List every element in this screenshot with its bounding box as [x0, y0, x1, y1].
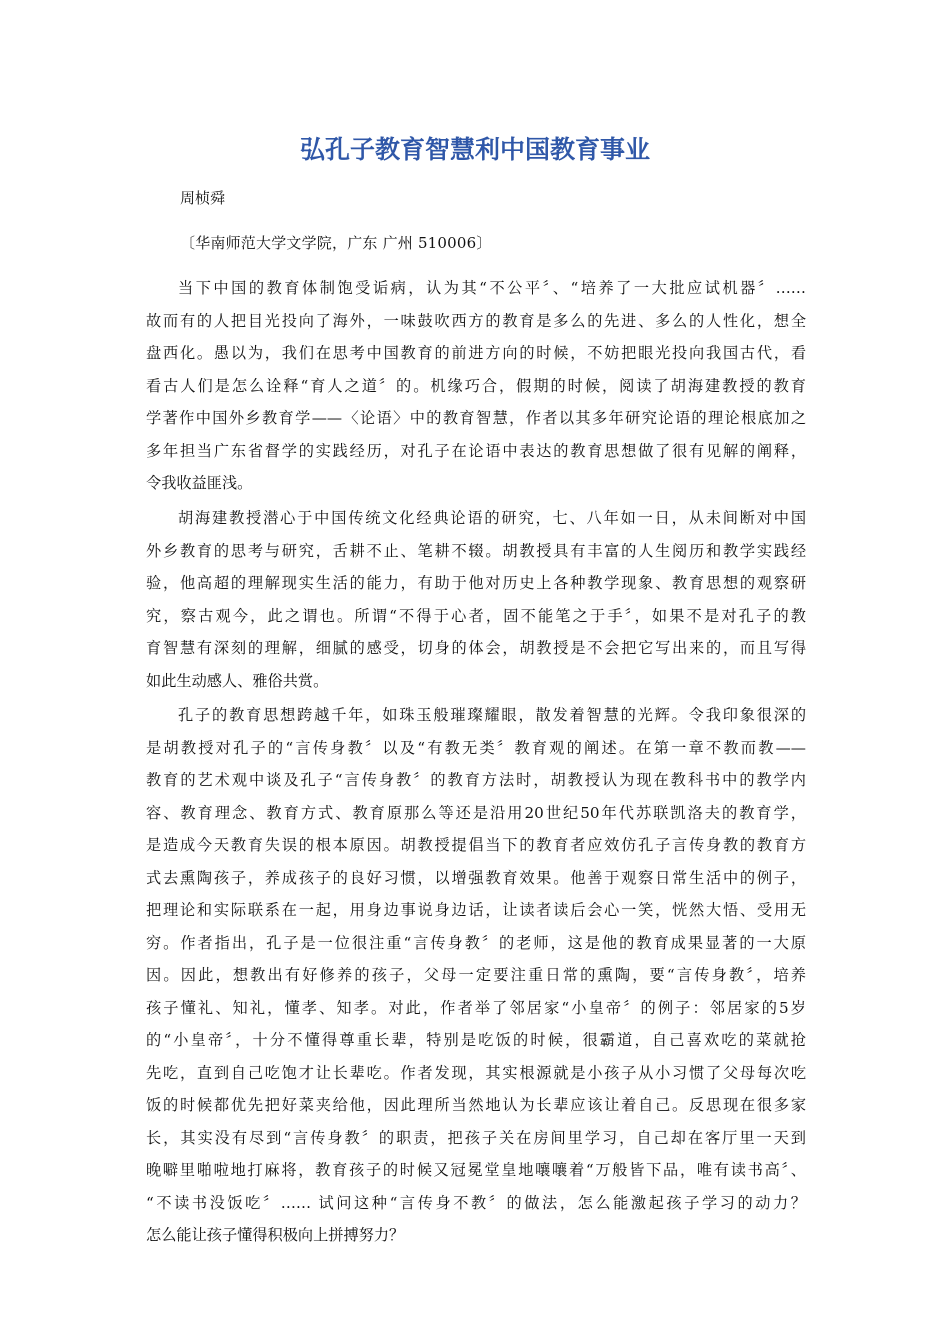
- paragraph-line: 是造成今天教育失误的根本原因。胡教授提倡当下的教育者应效仿孔子言传身教的教育方: [146, 836, 806, 854]
- paragraph-line: 学著作中国外乡教育学——〈论语〉中的教育智慧，作者以其多年研究论语的理论根底加之: [146, 409, 806, 427]
- paragraph-1: [146, 272, 806, 500]
- article-title: 弘孔子教育智慧利中国教育事业: [299, 135, 650, 164]
- paragraph-line: 孔子的教育思想跨越千年，如珠玉般璀璨耀眼，散发着智慧的光辉。令我印象很深的: [178, 706, 806, 724]
- author-name: 周桢舜: [180, 189, 226, 207]
- paragraph-line: 孩子懂礼、知礼，懂孝、知孝。对此，作者举了邻居家“小皇帝〞的例子：邻居家的5岁: [146, 998, 806, 1017]
- paragraph-line: 验，他高超的理解现实生活的能力，有助于他对历史上各种教学现象、教育思想的观察研: [146, 574, 806, 592]
- paragraph-line: 故而有的人把目光投向了海外，一味鼓吹西方的教育是多么的先进、多么的人性化，想全: [146, 311, 806, 330]
- paragraph-line: 令我收益匪浅。: [146, 474, 253, 492]
- paragraph-line: 的“小皇帝〞，十分不懂得尊重长辈，特别是吃饭的时候，很霸道，自己喜欢吃的菜就抢: [146, 1031, 806, 1049]
- paragraph-line: 晚噼里啪啦地打麻将，教育孩子的时候又冠冕堂皇地嚷嚷着“万般皆下品，唯有读书高〞、: [146, 1161, 806, 1179]
- paragraph-line: 因。因此，想教出有好修养的孩子，父母一定要注重日常的熏陶，要“言传身教〞，培养: [146, 966, 806, 984]
- paragraph-line: 究，察古观今，此之谓也。所谓“不得于心者，固不能笔之于手〞，如果不是对孔子的教: [146, 606, 806, 625]
- paragraph-3: [146, 699, 806, 1252]
- paragraph-line: 饭的时候都优先把好菜夹给他，因此理所当然地认为长辈应该让着自己。反思现在很多家: [146, 1096, 806, 1114]
- paragraph-line: 盘西化。愚以为，我们在思考中国教育的前进方向的时候，不妨把眼光投向我国古代，看: [146, 344, 806, 362]
- paragraph-line: 怎么能让孩子懂得积极向上拼搏努力？: [146, 1226, 405, 1244]
- paragraph-line: 容、教育理念、教育方式、教育原那么等还是沿用20世纪50年代苏联凯洛夫的教育学，: [146, 803, 806, 822]
- paragraph-line: 当下中国的教育体制饱受诟病，认为其“不公平〞、“培养了一大批应试机器〞……: [178, 279, 806, 297]
- paragraph-2: [146, 502, 806, 697]
- paragraph-line: 外乡教育的思考与研究，舌耕不止、笔耕不辍。胡教授具有丰富的人生阅历和教学实践经: [146, 541, 806, 560]
- paragraph-line: 胡海建教授潜心于中国传统文化经典论语的研究，七、八年如一日，从未间断对中国: [178, 509, 806, 527]
- paragraph-line: 看古人们是怎么诠释“育人之道〞的。机缘巧合，假期的时候，阅读了胡海建教授的教育: [146, 376, 806, 395]
- paragraph-line: 把理论和实际联系在一起，用身边事说身边话，让读者读后会心一笑，恍然大悟、受用无: [146, 901, 806, 919]
- paragraph-line: 长，其实没有尽到“言传身教〞的职责，把孩子关在房间里学习，自己却在客厅里一天到: [146, 1128, 806, 1147]
- paragraph-line: 多年担当广东省督学的实践经历，对孔子在论语中表达的教育思想做了很有见解的阐释，: [146, 441, 806, 460]
- paragraph-line: 如此生动感人、雅俗共赏。: [146, 671, 329, 690]
- paragraph-line: 育智慧有深刻的理解，细腻的感受，切身的体会，胡教授是不会把它写出来的，而且写得: [146, 639, 806, 657]
- paragraph-line: “不读书没饭吃〞…… 试问这种“言传身不教〞的做法，怎么能激起孩子学习的动力？: [146, 1193, 806, 1212]
- paragraph-line: 穷。作者指出，孔子是一位很注重“言传身教〞的老师，这是他的教育成果显著的一大原: [146, 933, 806, 952]
- paragraph-line: 是胡教授对孔子的“言传身教〞以及“有教无类〞教育观的阐述。在第一章不教而教——: [146, 738, 806, 757]
- paragraph-line: 先吃，直到自己吃饱才让长辈吃。作者发现，其实根源就是小孩子从小习惯了父母每次吃: [146, 1063, 806, 1082]
- author-affiliation: 〔华南师范大学文学院，广东 广州 510006〕: [180, 234, 492, 252]
- paragraph-line: 式去熏陶孩子，养成孩子的良好习惯，以增强教育效果。他善于观察日常生活中的例子，: [146, 868, 806, 887]
- paragraph-line: 教育的艺术观中谈及孔子“言传身教〞的教育方法时，胡教授认为现在教科书中的教学内: [146, 771, 806, 789]
